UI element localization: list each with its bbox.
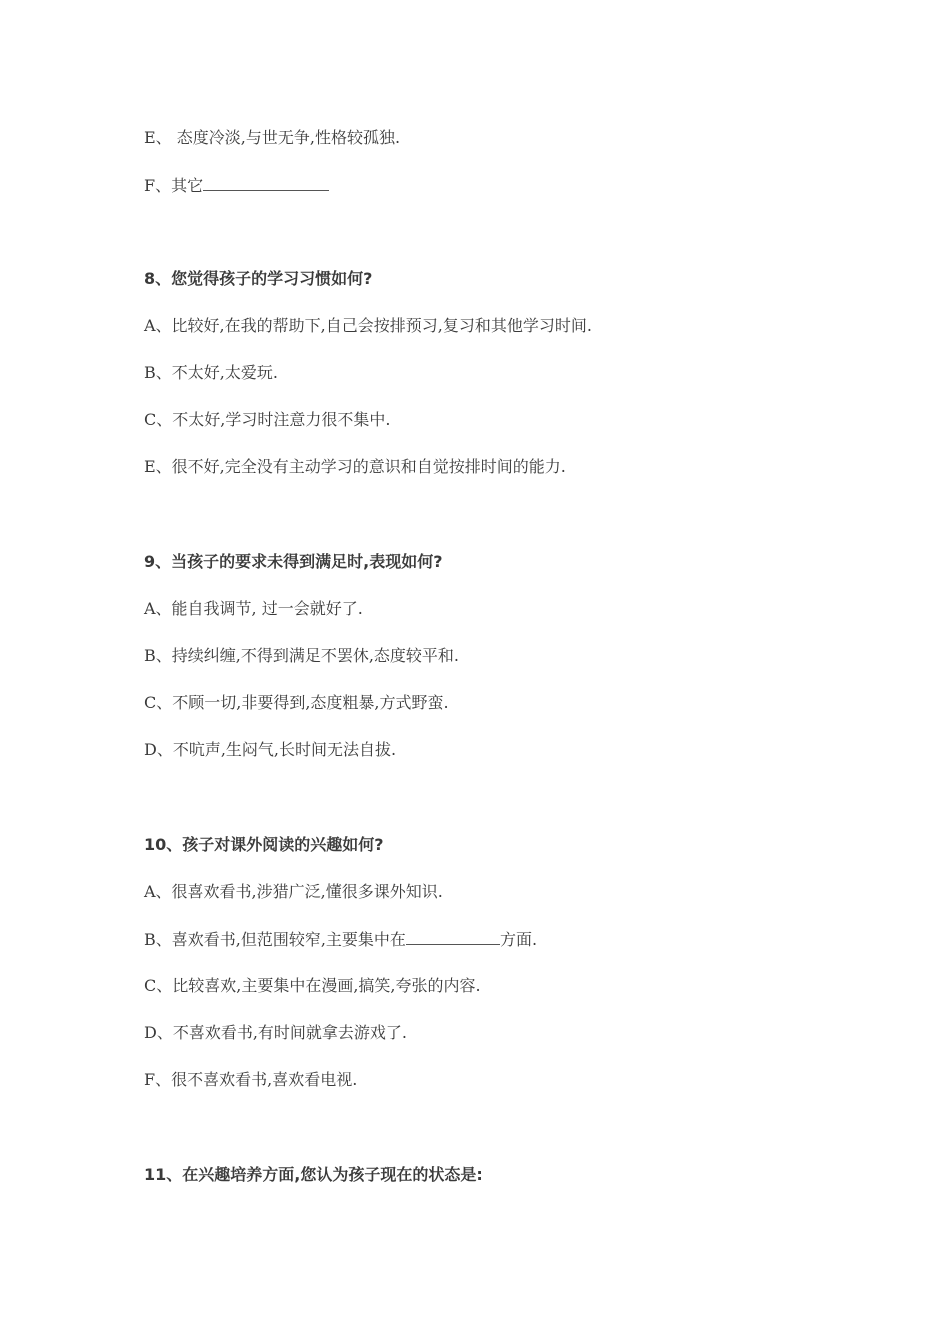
q10-option-f: F、很不喜欢看书,喜欢看电视. (144, 1070, 358, 1089)
question-10-title: 10、孩子对课外阅读的兴趣如何? (144, 835, 384, 854)
q8-option-e: E、很不好,完全没有主动学习的意识和自觉按排时间的能力. (144, 457, 566, 476)
q7-option-f (144, 174, 329, 197)
q9-option-b: B、持续纠缠,不得到满足不罢休,态度较平和. (144, 646, 460, 665)
q10-option-b-label: B、喜欢看书,但范围较窄,主要集中在 (144, 930, 406, 949)
fill-in-blank[interactable] (406, 928, 500, 945)
fill-in-blank[interactable] (203, 174, 329, 191)
q9-option-c: C、不顾一切,非要得到,态度粗暴,方式野蛮. (144, 693, 449, 712)
q10-option-c: C、比较喜欢,主要集中在漫画,搞笑,夸张的内容. (144, 976, 481, 995)
q8-option-c: C、不太好,学习时注意力很不集中. (144, 410, 391, 429)
q10-option-d: D、不喜欢看书,有时间就拿去游戏了. (144, 1023, 408, 1042)
q8-option-b: B、不太好,太爱玩. (144, 363, 278, 382)
q10-option-a: A、很喜欢看书,涉猎广泛,懂很多课外知识. (144, 882, 443, 901)
q8-option-a: A、比较好,在我的帮助下,自己会按排预习,复习和其他学习时间. (144, 316, 592, 335)
q7-option-e: E、 态度冷淡,与世无争,性格较孤独. (144, 128, 401, 147)
q9-option-a: A、能自我调节, 过一会就好了. (144, 599, 363, 618)
question-11-title: 11、在兴趣培养方面,您认为孩子现在的状态是: (144, 1165, 483, 1184)
q10-option-b (144, 928, 537, 951)
q10-option-b-suffix: 方面. (499, 930, 538, 949)
q9-option-d: D、不吭声,生闷气,长时间无法自拔. (144, 740, 397, 759)
question-9-title: 9、当孩子的要求未得到满足时,表现如何? (144, 552, 443, 571)
question-8-title: 8、您觉得孩子的学习习惯如何? (144, 269, 373, 288)
q7-option-f-label: F、其它 (144, 176, 204, 195)
